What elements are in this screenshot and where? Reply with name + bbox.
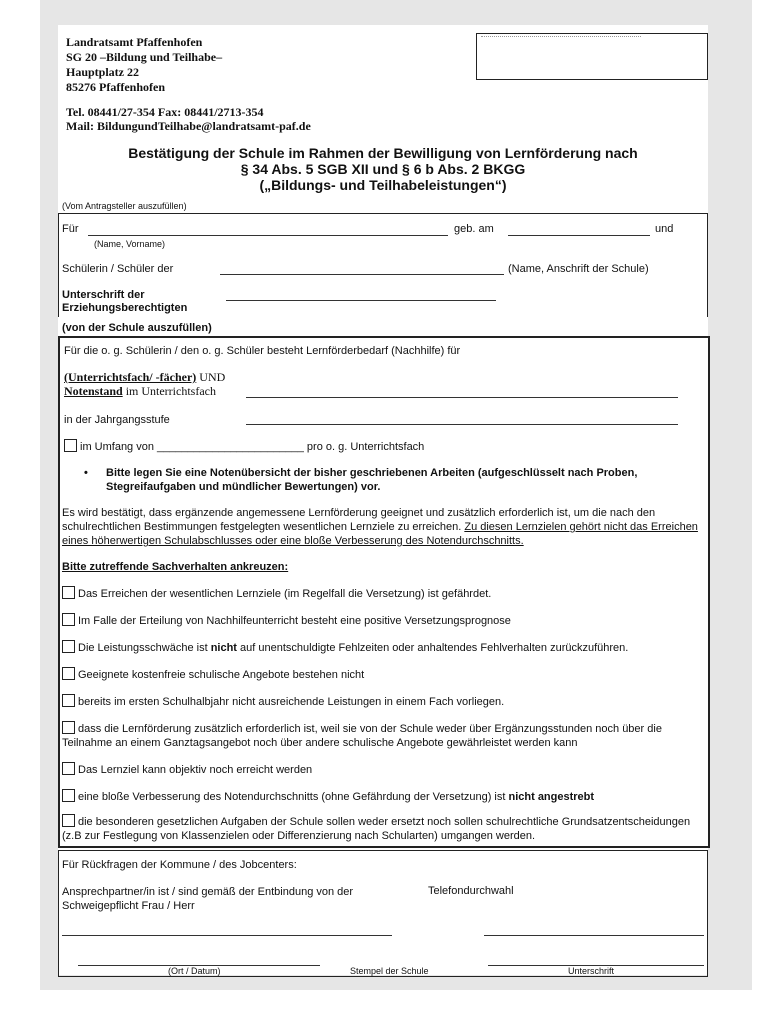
need-intro: Für die o. g. Schülerin / den o. g. Schüler besteht Lernförderbedarf (Nachhilfe) für xyxy=(64,345,461,357)
school-section-label: (von der Schule auszufüllen) xyxy=(62,322,212,334)
checkbox-row-1 xyxy=(62,586,491,600)
statement-text: Es wird bestätigt, dass ergänzende angemessene Lernförderung geeignet und zusätzlich erforderlich ist, um die nach den schulrechtlichen Bestimmungen festgelegten wesentlichen Lernziele zu erreichen. xyxy=(62,507,656,533)
scope-suffix: pro o. g. Unterrichtsfach xyxy=(303,441,425,453)
signature-label-bottom: Unterschrift xyxy=(568,966,615,976)
form-page xyxy=(58,25,708,975)
checkbox-4-label: Geeignete kostenfreie schulische Angebote bestehen nicht xyxy=(78,669,365,681)
checkbox-row-4 xyxy=(62,667,364,681)
und-label: und xyxy=(655,223,674,235)
checkbox-5-label: bereits im ersten Schulhalbjahr nicht ausreichende Leistungen in einem Fach vorliegen. xyxy=(78,696,505,708)
checkbox-3-label-b: nicht xyxy=(210,642,237,654)
address-block xyxy=(66,35,222,95)
email: Mail: BildungundTeilhabe@landratsamt-paf.de xyxy=(66,119,311,133)
checkbox-row-2 xyxy=(62,613,511,627)
checkbox-2[interactable] xyxy=(62,613,75,626)
phone-label: Telefondurchwahl xyxy=(428,885,514,897)
contact-person-line-2: Schweigepflicht Frau / Herr xyxy=(62,900,195,912)
checkbox-row-3 xyxy=(62,640,628,654)
checkbox-row-5 xyxy=(62,694,504,708)
contact-person-field[interactable] xyxy=(62,935,392,936)
checkbox-3-label-c: auf unentschuldigte Fehlzeiten oder anhaltendes Fehlverhalten zurückzuführen. xyxy=(236,642,629,654)
contact-heading: Für Rückfragen der Kommune / des Jobcenters: xyxy=(62,859,297,871)
subject-und: UND xyxy=(196,370,226,384)
signature-label-line-1: Unterschrift der xyxy=(62,289,145,301)
scope-field[interactable]: ________________________ xyxy=(157,441,304,453)
guardian-signature-field[interactable] xyxy=(226,300,496,301)
receipt-box[interactable] xyxy=(476,33,708,80)
scope-prefix: im Umfang von xyxy=(80,441,158,453)
checkbox-2-label: Im Falle der Erteilung von Nachhilfeunterricht besteht eine positive Versetzungsprognose xyxy=(78,615,511,627)
statement-underlined: Zu diesen Lernzielen gehört nicht das Erreichen eines höherwertigen Schulabschlusses oder eine bloße Verbesserung des Notendurchschnitts. xyxy=(62,521,698,547)
form-title xyxy=(58,145,708,193)
checkbox-7-label: Das Lernziel kann objektiv noch erreicht werden xyxy=(78,764,313,776)
checkbox-8-label-b: nicht angestrebt xyxy=(508,791,595,803)
bullet-icon: • xyxy=(84,467,88,479)
department: SG 20 –Bildung und Teilhabe– xyxy=(66,50,223,64)
checkbox-3-label-a: Die Leistungsschwäche ist xyxy=(78,642,211,654)
school-field[interactable] xyxy=(220,274,504,275)
year-label: in der Jahrgangsstufe xyxy=(64,414,170,426)
checkbox-3[interactable] xyxy=(62,640,75,653)
checkbox-8-label-a: eine bloße Verbesserung des Notendurchschnitts (ohne Gefährdung der Versetzung) ist xyxy=(78,791,509,803)
title-line-1: Bestätigung der Schule im Rahmen der Bewilligung von Lernförderung nach xyxy=(128,145,638,161)
grade-overview-note xyxy=(84,466,684,494)
checkbox-1-label: Das Erreichen der wesentlichen Lernziele (im Regelfall die Versetzung) ist gefährdet. xyxy=(78,588,492,600)
checkbox-1[interactable] xyxy=(62,586,75,599)
phone-field[interactable] xyxy=(484,935,704,936)
title-line-2: § 34 Abs. 5 SGB XII und § 6 b Abs. 2 BKGG xyxy=(240,161,526,177)
grade-suffix: im Unterrichtsfach xyxy=(122,384,216,398)
student-label: Schülerin / Schüler der xyxy=(62,263,174,275)
checkbox-6[interactable] xyxy=(62,721,75,734)
scope-checkbox[interactable] xyxy=(64,439,77,452)
stamp-label: Stempel der Schule xyxy=(350,966,429,976)
subject-field[interactable] xyxy=(246,397,678,398)
phone-fax: Tel. 08441/27-354 Fax: 08441/2713-354 xyxy=(66,105,264,119)
name-hint: (Name, Vorname) xyxy=(94,239,166,249)
checkbox-7[interactable] xyxy=(62,762,75,775)
checkbox-5[interactable] xyxy=(62,694,75,707)
checkbox-4[interactable] xyxy=(62,667,75,680)
checkbox-9[interactable] xyxy=(62,814,75,827)
street: Hauptplatz 22 xyxy=(66,65,140,79)
contact-person-label xyxy=(62,885,353,913)
scope-row xyxy=(64,439,424,453)
name-field[interactable] xyxy=(88,235,448,236)
city: 85276 Pfaffenhofen xyxy=(66,80,165,94)
place-date-label: (Ort / Datum) xyxy=(168,966,221,976)
subject-label: (Unterrichtsfach/ -fächer) xyxy=(64,370,197,384)
checkbox-row-9 xyxy=(62,814,702,843)
checkbox-6-label: dass die Lernförderung zusätzlich erforderlich ist, weil sie von der Schule weder über Ergänzungsstunden noch über die Teilnahme an einem Ganztagsangebot noch über andere schulische Angebote gewährleistet werden kann xyxy=(62,723,662,749)
title-line-3: („Bildungs- und Teilhabeleistungen“) xyxy=(259,177,507,193)
year-field[interactable] xyxy=(246,424,678,425)
checkbox-row-7 xyxy=(62,762,312,776)
signature-label-line-2: Erziehungsberechtigten xyxy=(62,302,188,314)
subject-block xyxy=(64,370,225,398)
check-heading: Bitte zutreffende Sachverhalten ankreuzen: xyxy=(62,561,289,573)
org-name: Landratsamt Pfaffenhofen xyxy=(66,35,203,49)
checkbox-9-label: die besonderen gesetzlichen Aufgaben der Schule sollen weder ersetzt noch sollen schulrechtliche Grundsatzentscheidungen (z.B zur Festlegung von Klassenzielen oder Differenzierung nach Schularten) umgangen werden. xyxy=(62,816,691,842)
bullet-note: Bitte legen Sie eine Notenübersicht der bisher geschriebenen Arbeiten (aufgeschlüsselt nach Proben, Stegreifaufgaben und mündlicher Bewertungen) vor. xyxy=(106,467,638,493)
grade-label: Notenstand xyxy=(64,384,123,398)
checkbox-row-6 xyxy=(62,721,702,750)
confirmation-statement xyxy=(62,506,702,548)
signature-label xyxy=(62,289,187,315)
birthdate-label: geb. am xyxy=(454,223,494,235)
checkbox-row-8 xyxy=(62,789,594,803)
school-hint: (Name, Anschrift der Schule) xyxy=(508,263,649,275)
contact-block xyxy=(66,105,311,133)
applicant-section-label: (Vom Antragsteller auszufüllen) xyxy=(62,201,187,211)
birthdate-field[interactable] xyxy=(508,235,650,236)
fuer-label: Für xyxy=(62,223,79,235)
contact-person-line-1: Ansprechpartner/in ist / sind gemäß der Entbindung von der xyxy=(62,886,354,898)
checkbox-8[interactable] xyxy=(62,789,75,802)
